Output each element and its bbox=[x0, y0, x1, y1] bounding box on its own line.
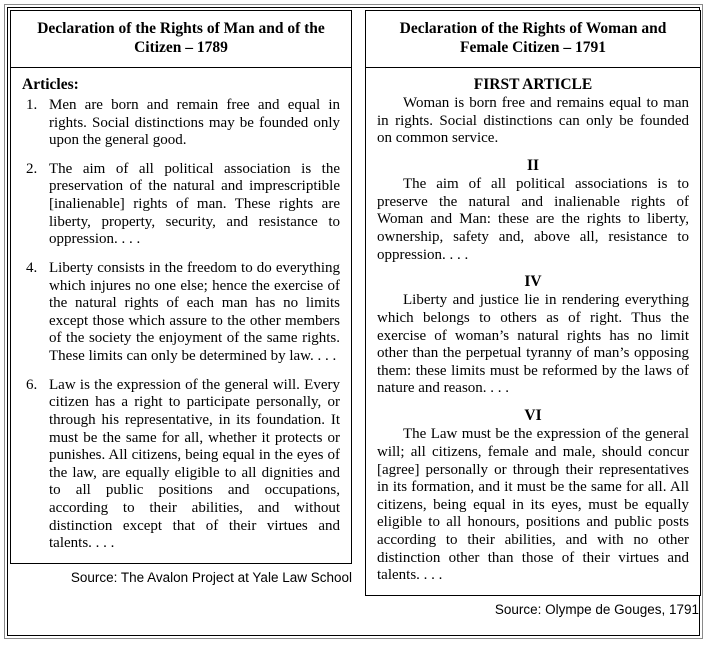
article-text: Law is the expression of the general will. Every citizen has a right to participate personally, or through his representative, in its foundation. It must be the same for all, whether it protects or punishes. All citizens, being equal in the eyes of the law, are equally eligible to all dignities and to all public positions and occupations, according to their abilities, and without distinction except that of their virtues and talents. . . . bbox=[49, 376, 340, 552]
article-text: Liberty consists in the freedom to do everything which injures no one else; hence the exercise of the natural rights of each man has no limits except those which assure to the other members of the society the enjoyment of the same rights. These limits can only be determined by law. . . . bbox=[49, 259, 340, 365]
section-text: Woman is born free and remains equal to man in rights. Social distinctions can only be founded on common service. bbox=[377, 94, 689, 147]
left-column-declaration-of-man bbox=[10, 10, 352, 585]
article-item bbox=[22, 161, 340, 249]
section-heading: VI bbox=[524, 407, 542, 425]
section-text: Liberty and justice lie in rendering everything which belongs to others as of right. Thus the exercise of woman’s natural rights has no limit other than the perpetual tyranny of man’s opposing them: these limits must be reformed by the laws of nature and reason. . . . bbox=[377, 292, 689, 397]
article-number: 1. bbox=[26, 96, 38, 113]
articles-heading: Articles: bbox=[22, 75, 79, 93]
right-column-declaration-of-woman bbox=[365, 10, 701, 617]
section-text: The Law must be the expression of the general will; all citizens, female and male, should concur [agree] personally or through their representatives in its formation, and it must be the same for all. All citizens, being equal in its eyes, must be equally eligible to all honours, positions and public posts according to their abilities, and with no other distinction other than those of their virtues and talents. . . . bbox=[377, 426, 689, 584]
articles-list bbox=[22, 97, 340, 553]
right-document-title: Declaration of the Rights of Woman and Female Citizen – 1791 bbox=[366, 11, 700, 68]
right-source-credit: Source: Olympe de Gouges, 1791 bbox=[494, 601, 699, 617]
article-number: 6. bbox=[26, 376, 38, 393]
right-document-table bbox=[365, 10, 701, 596]
section-text: The aim of all political associations is to preserve the natural and inalienable rights of Woman and Man: these are the rights to liberty, ownership, safety and, above all, resistance to oppression. . . . bbox=[377, 176, 689, 263]
left-document-title: Declaration of the Rights of Man and of the Citizen – 1789 bbox=[11, 11, 351, 68]
left-source-credit: Source: The Avalon Project at Yale Law School bbox=[70, 569, 352, 585]
left-document-table bbox=[10, 10, 352, 564]
left-document-body bbox=[11, 68, 351, 563]
article-item bbox=[22, 260, 340, 366]
two-column-comparison bbox=[10, 10, 701, 637]
section-heading: FIRST ARTICLE bbox=[473, 75, 593, 93]
article-number: 4. bbox=[26, 259, 38, 276]
article-number: 2. bbox=[26, 160, 38, 177]
article-item bbox=[22, 377, 340, 553]
right-document-body bbox=[366, 68, 700, 595]
article-item bbox=[22, 97, 340, 150]
article-text: Men are born and remain free and equal in rights. Social distinctions may be founded only upon the general good. bbox=[49, 96, 340, 149]
section-heading: IV bbox=[524, 273, 542, 291]
section-heading: II bbox=[526, 156, 540, 174]
article-text: The aim of all political association is the preservation of the natural and imprescriptible [inalienable] rights of man. These rights are liberty, property, security, and resistance to oppression. . . . bbox=[49, 160, 340, 248]
